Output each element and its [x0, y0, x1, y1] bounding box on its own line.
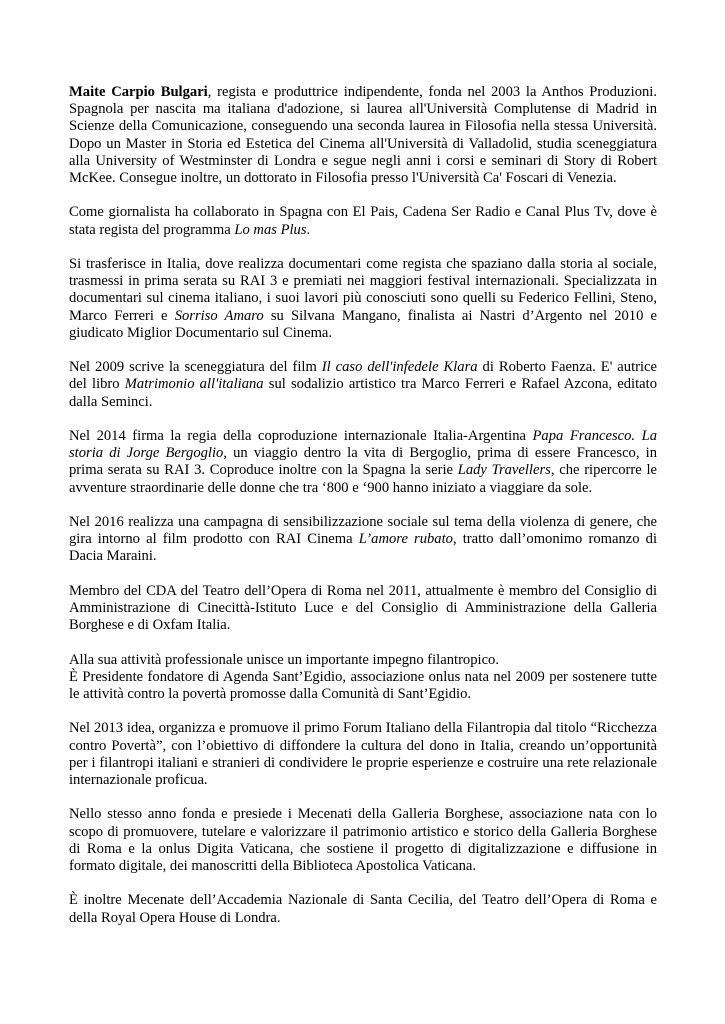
paragraph-text: di Roberto Faenza. E' autrice del libro: [69, 359, 657, 393]
paragraph-bio-intro: [69, 84, 657, 187]
paragraph-text: , che ripercorre le avventure straordinarie delle donne che tra ‘800 e ‘900 hanno iniziato a viaggiare da sole.: [69, 462, 657, 496]
paragraph-text: , un viaggio dentro la vita di Bergoglio, prima di essere Francesco, in prima serata su RAI 3. Coproduce inoltre con la Spagna la serie: [69, 445, 657, 479]
paragraph-text: È inoltre Mecenate dell’Accademia Nazionale di Santa Cecilia, del Teatro dell’Opera di Roma e della Royal Opera House di Londra.: [69, 892, 657, 926]
paragraph-philanthropy: [69, 652, 657, 669]
paragraph-text: Alla sua attività professionale unisce un importante impegno filantropico.: [69, 651, 499, 668]
paragraph-text: Nel 2009 scrive la sceneggiatura del film: [69, 359, 322, 376]
paragraph-text: È Presidente fondatore di Agenda Sant’Egidio, associazione onlus nata nel 2009 per sostenere tutte le attività contro la povertà promosse dalla Comunità di Sant’Egidio.: [69, 668, 657, 702]
program-title: Lo mas Plus: [234, 221, 307, 238]
paragraph-text: .: [306, 221, 311, 238]
film-title: L’amore rubato: [358, 531, 453, 548]
paragraph-boards: [69, 583, 657, 635]
paragraph-text: , regista e produttrice indipendente, fonda nel 2003 la Anthos Produzioni. Spagnola per nascita ma italiana d'adozione, si laurea all'Università Complutense di Madrid in Scienze della Comunicazione, conseguendo una seconda laurea in Filosofia nella stessa Università. Dopo un Master in Storia ed Estetica del Cinema all'Università di Valladolid, studia sceneggiatura alla University of Westminster di Londra e segue negli anni i corsi e seminari di Story di Robert McKee. Consegue inoltre, un dottorato in Filosofia presso l'Università Ca' Foscari di Venezia.: [69, 84, 657, 187]
film-title: Papa Francesco. La storia di Jorge Bergoglio: [69, 428, 657, 462]
paragraph-text: Membro del CDA del Teatro dell’Opera di Roma nel 2011, attualmente è membro del Consiglio di Amministrazione di Cinecittà-Istituto Luce e del Consiglio di Amministrazione della Galleria Borghese e di Oxfam Italia.: [69, 582, 657, 634]
book-title: Matrimonio all'italiana: [124, 376, 264, 393]
film-title: Il caso dell'infedele Klara: [321, 359, 478, 376]
paragraph-text: Come giornalista ha collaborato in Spagna con El Pais, Cadena Ser Radio e Canal Plus Tv, dove è stata regista del programma: [69, 204, 657, 238]
paragraph-mecenati: [69, 806, 657, 875]
paragraph-text: Nel 2014 firma la regia della coproduzione internazionale Italia-Argentina: [69, 428, 533, 444]
paragraph-journalism: [69, 204, 657, 238]
paragraph-text: su Silvana Mangano, finalista ai Nastri d’Argento nel 2010 e giudicato Miglior Documentario sul Cinema.: [69, 307, 658, 341]
paragraph-text: Si trasferisce in Italia, dove realizza documentari come regista che spaziano dalla storia al sociale, trasmessi in prima serata su RAI 3 e premiati nei maggiori festival internazionali. Specializzata in documentari sul cinema italiano, i suoi lavori più conosciuti sono quelli su Federico Fellini, Steno, Marco Ferreri e: [69, 256, 657, 324]
series-title: Lady Travellers: [457, 462, 551, 479]
paragraph-text: , tratto dall’omonimo romanzo di Dacia Maraini.: [69, 531, 657, 565]
paragraph-screenplay: [69, 359, 657, 411]
paragraph-campaign: [69, 514, 657, 566]
paragraph-forum: [69, 720, 657, 789]
paragraph-text: sul sodalizio artistico tra Marco Ferreri e Rafael Azcona, editato dalla Seminci.: [69, 376, 657, 410]
paragraph-documentaries: [69, 256, 657, 342]
paragraph-coproduction: [69, 428, 657, 497]
paragraph-agenda-santegidio: [69, 669, 657, 703]
paragraph-text: Nello stesso anno fonda e presiede i Mecenati della Galleria Borghese, associazione nata con lo scopo di promuovere, tutelare e valorizzare il patrimonio artistico e storico della Galleria Borghese di Roma e la onlus Digita Vaticana, che sostiene il progetto di digitalizzazione e diffusione in formato digitale, dei manoscritti della Biblioteca Apostolica Vaticana.: [69, 806, 657, 874]
film-title: Sorriso Amaro: [174, 307, 264, 324]
paragraph-text: Nel 2016 realizza una campagna di sensibilizzazione sociale sul tema della violenza di genere, che gira intorno al film prodotto con RAI Cinema: [69, 514, 657, 548]
paragraph-patronage: [69, 892, 657, 926]
person-name: Maite Carpio Bulgari: [69, 84, 208, 100]
paragraph-text: Nel 2013 idea, organizza e promuove il primo Forum Italiano della Filantropia dal titolo “Ricchezza contro Povertà”, con l’obiettivo di diffondere la cultura del dono in Italia, creando un’opportunità per i filantropi italiani e stranieri di condividere le proprie esperienze e costruire una rete relazionale internazionale proficua.: [69, 720, 657, 788]
